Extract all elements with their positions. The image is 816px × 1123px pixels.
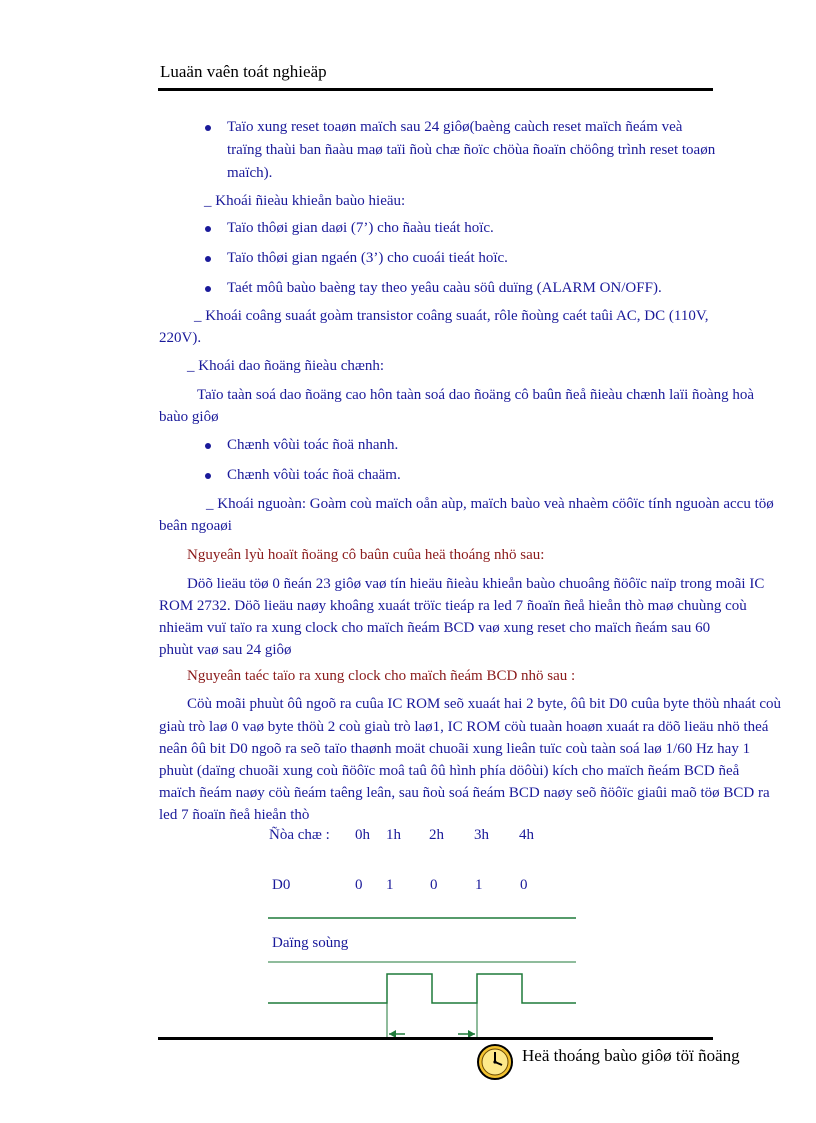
footer-rule xyxy=(158,1037,713,1040)
bullet-item: Chænh vôùi toác ñoä chaäm. xyxy=(227,467,401,483)
waveform-label: Daïng soùng xyxy=(272,935,349,951)
address-value: 2h xyxy=(429,827,444,843)
source-paragraph: _ Khoái nguoàn: Goàm coù maïch oån aùp, maïch baùo veà nhaèm cöôïc tính nguoàn accu töø xyxy=(206,496,774,512)
principle-paragraph: Döõ lieäu töø 0 ñeán 23 giôø vaø tín hieäu ñieàu khieån baùo chuoâng ñöôïc naïp trong moãi IC xyxy=(187,576,765,592)
principle-heading: Nguyeân lyù hoaït ñoäng cô baûn cuûa heä thoáng nhö sau: xyxy=(187,547,545,563)
d0-value: 0 xyxy=(520,877,528,893)
power-paragraph: _ Khoái coâng suaát goàm transistor coâng suaát, rôle ñoùng caét taûi AC, DC (110V, xyxy=(194,308,709,324)
bullet-item: Taïo thôøi gian ngaén (3’) cho cuoái tieát hoïc. xyxy=(227,250,508,266)
power-paragraph-cont: 220V). xyxy=(159,330,202,346)
bullet-item: Taét môû baùo baèng tay theo yeâu caàu söû duïng (ALARM ON/OFF). xyxy=(227,280,662,296)
osc-paragraph: Taïo taàn soá dao ñoäng cao hôn taàn soá dao ñoäng cô baûn ñeå ñieàu chænh laïi ñoàng hoà xyxy=(197,387,755,403)
principle-paragraph-cont: ROM 2732. Döõ lieäu naøy khoâng xuaát tröïc tieáp ra led 7 ñoaïn ñeå hieån thò maø chuùng coù xyxy=(159,598,747,614)
clock-paragraph: Cöù moãi phuùt ôû ngoõ ra cuûa IC ROM seõ xuaát hai 2 byte, ôû bit D0 cuûa byte thöù nhaát coù xyxy=(187,696,782,712)
bullet-item-cont: traïng thaùi ban ñaàu maø taïi ñoù chæ ñoïc chöùa ñoaïn chöông trình reset toaøn xyxy=(227,142,716,158)
d0-value: 0 xyxy=(355,877,363,893)
header-title: Luaän vaên toát nghieäp xyxy=(160,62,327,81)
pulse-waveform xyxy=(268,974,576,1003)
clock-paragraph-cont: giaù trò laø 0 vaø byte thöù 2 coù giaù trò laø1, IC ROM cöù tuaàn hoaøn xuaát ra döõ lieäu nhö theá xyxy=(159,719,769,735)
address-label: Ñòa chæ : xyxy=(269,827,330,843)
d0-value: 0 xyxy=(430,877,438,893)
bullet-item: Chænh vôùi toác ñoä nhanh. xyxy=(227,437,399,453)
bullet-item: Taïo xung reset toaøn maïch sau 24 giôø(baèng caùch reset maïch ñeám veà xyxy=(227,119,683,135)
d0-label: D0 xyxy=(272,877,291,893)
alarm-heading: _ Khoái ñieàu khieån baùo hieäu: xyxy=(204,193,406,209)
address-value: 0h xyxy=(355,827,370,843)
principle-paragraph-cont: phuùt vaø sau 24 giôø xyxy=(159,642,292,658)
d0-value: 1 xyxy=(386,877,394,893)
address-value: 1h xyxy=(386,827,401,843)
source-paragraph-cont: beân ngoaøi xyxy=(159,518,232,534)
principle-paragraph-cont: nhieäm vuï taïo ra xung clock cho maïch ñeám BCD vaø xung reset cho maïch ñeám sau 60 xyxy=(159,620,711,636)
clock-paragraph-cont: led 7 ñoaïn ñeå hieån thò xyxy=(159,807,310,823)
osc-heading: _ Khoái dao ñoäng ñieàu chænh: xyxy=(187,358,385,374)
footer-title: Heä thoáng baùo giôø töï ñoäng xyxy=(522,1046,740,1065)
address-value: 3h xyxy=(474,827,489,843)
clock-icon xyxy=(476,1043,514,1081)
clock-paragraph-cont: neân ôû bit D0 ngoõ ra seõ taïo thaønh moät chuoãi xung lieân tuïc coù taàn soá laø 1/60 Hz hay 1 xyxy=(159,741,751,757)
address-value: 4h xyxy=(519,827,534,843)
bullet-item-cont: maïch). xyxy=(227,165,273,181)
bullet-item: Taïo thôøi gian daøi (7’) cho ñaàu tieát hoïc. xyxy=(227,220,494,236)
osc-paragraph-cont: baùo giôø xyxy=(159,409,219,425)
clock-heading: Nguyeân taéc taïo ra xung clock cho maïch ñeám BCD nhö sau : xyxy=(187,668,576,684)
clock-paragraph-cont: phuùt (daïng chuoãi xung coù ñöôïc moâ taû ôû hình phía döôùi) kích cho maïch ñeám BCD ñeå xyxy=(159,763,740,779)
d0-value: 1 xyxy=(475,877,483,893)
clock-paragraph-cont: maïch ñeám naøy cöù ñeám taêng leân, sau ñoù soá ñeám BCD naøy seõ ñöôïc giaûi maõ töø BCD ra xyxy=(159,785,770,801)
